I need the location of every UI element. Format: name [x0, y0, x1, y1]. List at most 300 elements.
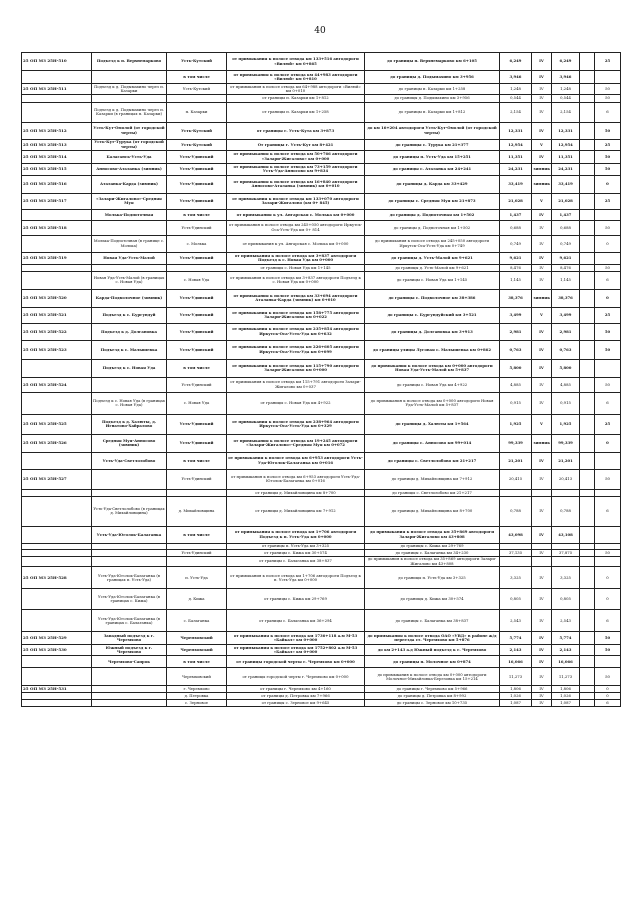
district-cell: Усть-Удинский [167, 220, 227, 235]
end-point-cell: до границы д. Долгановка км 3+913 [365, 323, 500, 340]
length-local-cell [580, 700, 595, 707]
length-cell [500, 489, 532, 496]
table-row [22, 700, 621, 707]
district-cell: в том числе [167, 452, 227, 469]
speed-cell: 50 [595, 632, 621, 645]
length-cell: 99,339 [500, 434, 532, 452]
length-regional-cell: 0,544 [552, 94, 580, 102]
table-row [22, 632, 621, 645]
road-name-cell: Подъезд к д. Долгановка [92, 323, 167, 340]
district-cell: Усть-Кутский [167, 53, 227, 71]
speed-cell [595, 556, 621, 567]
length-regional-cell: 1,437 [552, 209, 580, 220]
end-point-cell: до границы д. Халюты км 1+564 [365, 414, 500, 434]
length-regional-cell: 9,621 [552, 252, 580, 264]
speed-cell: 50 [595, 163, 621, 175]
road-id-cell [22, 102, 92, 122]
length-local-cell [580, 392, 595, 414]
end-point-cell: до границы с. Светлолобово км 21+217 [365, 489, 500, 496]
speed-cell: 50 [595, 122, 621, 139]
length-cell: 5,774 [500, 632, 532, 645]
end-point-cell: до границы с. Турука км 21+377 [365, 139, 500, 150]
length-regional-cell: 21,201 [552, 452, 580, 469]
road-id-cell: 25 ОП МЗ 25Н-511 [22, 84, 92, 95]
end-point-cell: до границы с. Кижа км 29+769 [365, 543, 500, 549]
district-cell [167, 264, 227, 271]
length-local-cell [580, 489, 595, 496]
category-cell: зимник [532, 175, 552, 193]
length-regional-cell: 43,108 [552, 526, 580, 543]
start-point-cell: от границы с. Новая Уда км 1+145 [227, 264, 365, 271]
end-point-cell: до границы с. Светлолобово км 21+217 [365, 452, 500, 469]
length-regional-cell [552, 556, 580, 567]
start-point-cell: от границы с. Кижа км 29+769 [227, 589, 365, 610]
length-cell: 0,544 [500, 94, 532, 102]
speed-cell: 50 [595, 323, 621, 340]
category-cell: IV [532, 550, 552, 556]
end-point-cell: до границы д. Михайловщина км 7+912 [365, 469, 500, 489]
road-name-cell: Усть-Уда-Юголок-Балаганка (в границах с. Кижа) [92, 589, 167, 610]
start-point-cell: от примыкания к полосе отвода км 1+706 автодороги Подъезд к п. Усть-Уда км 0+000 [227, 567, 365, 589]
road-id-cell: 25 ОП МЗ 25Н-519 [22, 252, 92, 264]
road-id-cell [22, 392, 92, 414]
length-cell: 21,201 [500, 452, 532, 469]
speed-cell: 0 [595, 235, 621, 252]
road-name-cell: Усть-Уда-Светлолобово (в границах д. Михайловщина) [92, 496, 167, 526]
length-regional-cell: 33,419 [552, 175, 580, 193]
length-regional-cell: 21,028 [552, 193, 580, 209]
length-regional-cell: 5,800 [552, 359, 580, 377]
speed-cell: 0 [595, 686, 621, 693]
road-name-cell: «Залари-Жигалово»-Средняя Муя [92, 193, 167, 209]
length-local-cell [580, 150, 595, 163]
length-regional-cell: 37,875 [552, 550, 580, 556]
length-cell: 1,145 [500, 271, 532, 289]
category-cell: IV [532, 567, 552, 589]
length-cell: 38,376 [500, 289, 532, 307]
road-name-cell [92, 668, 167, 686]
category-cell: IV [532, 589, 552, 610]
start-point-cell: от примыкания к полосе отвода км 226+605 автодороги Иркутск-Оса-Усть-Уда км 0+099 [227, 340, 365, 359]
length-regional-cell: 2,143 [552, 645, 580, 656]
length-local-cell [580, 693, 595, 700]
start-point-cell: от границы д. Михайловщина км 8+700 [227, 489, 365, 496]
length-regional-cell: 38,376 [552, 289, 580, 307]
road-name-cell: Аталанка-Карда (зимник) [92, 175, 167, 193]
category-cell: зимник [532, 434, 552, 452]
district-cell: Черемховский [167, 632, 227, 645]
table-row [22, 469, 621, 489]
end-point-cell: до границы с. Средняя Муя км 21+873 [365, 193, 500, 209]
table-row [22, 53, 621, 71]
length-local-cell [580, 632, 595, 645]
length-cell: 1,925 [500, 414, 532, 434]
length-cell: 0,763 [500, 340, 532, 359]
category-cell: V [532, 193, 552, 209]
length-local-cell [580, 220, 595, 235]
length-local-cell [580, 193, 595, 209]
road-id-cell [22, 656, 92, 668]
length-local-cell [580, 496, 595, 526]
road-name-cell: Анносово-Аталанка (зимник) [92, 163, 167, 175]
road-name-cell: Подъезд к с. Новая Уда (в границах с. Новая Уда) [92, 392, 167, 414]
length-cell: 0,688 [500, 220, 532, 235]
length-regional-cell: 1,806 [552, 686, 580, 693]
length-regional-cell: 3,499 [552, 307, 580, 323]
district-cell: в том числе [167, 359, 227, 377]
length-cell: 5,800 [500, 359, 532, 377]
start-point-cell: от границы п. Казарки км 1+812 [227, 94, 365, 102]
length-regional-cell: 1,026 [552, 693, 580, 700]
road-name-cell: Усть-Уда-Юголок-Балаганка (в границах с. Балаганка) [92, 610, 167, 632]
district-cell: с. Зерновое [167, 700, 227, 707]
start-point-cell: от примыкания к полосе отвода км 3+837 автодороги Подъезд к с. Новая Уда км 0+000 [227, 252, 365, 264]
speed-cell: 0 [595, 589, 621, 610]
length-cell: 3,499 [500, 307, 532, 323]
end-point-cell: до границы п. Казарки км 1+812 [365, 102, 500, 122]
start-point-cell: От границы г. Усть-Кут км 8+421 [227, 139, 365, 150]
length-local-cell [580, 289, 595, 307]
speed-cell: 6 [595, 392, 621, 414]
length-local-cell [580, 377, 595, 392]
length-cell: 20,415 [500, 469, 532, 489]
length-cell: 0,805 [500, 589, 532, 610]
end-point-cell: до границы д. Усть-Малой км 9+621 [365, 264, 500, 271]
length-local-cell [580, 209, 595, 220]
district-cell: Усть-Удинский [167, 289, 227, 307]
end-point-cell: до примыкания к полосе отвода км 0+000 автодороги Новая Уда-Усть-Малой км 5+837 [365, 392, 500, 414]
district-cell: в том числе [167, 526, 227, 543]
length-cell: 2,154 [500, 102, 532, 122]
road-id-cell [22, 526, 92, 543]
road-name-cell [92, 686, 167, 693]
length-local-cell [580, 94, 595, 102]
length-cell: 24,231 [500, 163, 532, 175]
start-point-cell: от примыкания к полосе отвода км 133+516 автодороги «Вилюй» км 0+865 [227, 53, 365, 71]
length-regional-cell: 0,763 [552, 340, 580, 359]
end-point-cell: до границы п. Молочное км 0+874 [365, 656, 500, 668]
table-row [22, 235, 621, 252]
speed-cell [595, 656, 621, 668]
page-number: 40 [314, 26, 326, 36]
district-cell [167, 94, 227, 102]
length-regional-cell: 0,688 [552, 220, 580, 235]
length-regional-cell: 1,925 [552, 414, 580, 434]
district-cell [167, 556, 227, 567]
speed-cell: 0 [595, 693, 621, 700]
table-row [22, 94, 621, 102]
length-regional-cell: 2,543 [552, 610, 580, 632]
length-regional-cell: 99,339 [552, 434, 580, 452]
start-point-cell: от примыкания к полосе отвода км 238+964 автодороги Иркутск-Оса-Усть-Уда км 0+329 [227, 414, 365, 434]
length-regional-cell: 12,954 [552, 139, 580, 150]
length-regional-cell: 20,413 [552, 469, 580, 489]
end-point-cell: до границы с. Балаганка км 34+230 [365, 550, 500, 556]
road-name-cell [92, 220, 167, 235]
road-id-cell: 25 ОП МЗ 25Н-515 [22, 163, 92, 175]
start-point-cell: от примыкания к полосе отвода км 115+790 автодороги Залари-Жигалово км 0+000 [227, 359, 365, 377]
road-name-cell: Подъезд к п. Верхнемарково [92, 53, 167, 71]
start-point-cell: от примыкания к полосе отвода км 158+775 автодороги Залари-Жигалово км 0+022 [227, 307, 365, 323]
table-row [22, 610, 621, 632]
road-id-cell: 25 ОП МЗ 25Н-520 [22, 289, 92, 307]
road-name-cell [92, 700, 167, 707]
end-point-cell: до границы с. Бургундуйский км 3+521 [365, 307, 500, 323]
table-row [22, 414, 621, 434]
length-cell: 0,915 [500, 392, 532, 414]
length-local-cell [580, 122, 595, 139]
length-cell: 3,946 [500, 71, 532, 84]
speed-cell: 50 [595, 377, 621, 392]
speed-cell: 50 [595, 264, 621, 271]
road-name-cell [92, 377, 167, 392]
start-point-cell: от границы с. Новая Уда км 4+922 [227, 392, 365, 414]
category-cell: IV [532, 252, 552, 264]
table-row [22, 163, 621, 175]
category-cell: IV [532, 645, 552, 656]
start-point-cell: от границы г. Усть-Кута км 3+873 [227, 122, 365, 139]
road-name-cell: Усть-Кут-Омолой (от городской черты) [92, 122, 167, 139]
length-cell: 2,981 [500, 323, 532, 340]
start-point-cell: от примыкания к ул. Ангарская с. Молька км 0+000 [227, 209, 365, 220]
road-name-cell: Подъезд к д. Подымахино через п. Казарки [92, 84, 167, 95]
road-id-cell [22, 700, 92, 707]
district-cell: Усть-Кутский [167, 122, 227, 139]
length-cell: 1,087 [500, 700, 532, 707]
road-name-cell: Подъезд к с. Малышевка [92, 340, 167, 359]
end-point-cell: до км 16+204 автодороги Усть-Кут-Омолой (от городской черты) [365, 122, 500, 139]
length-regional-cell: 16,066 [552, 656, 580, 668]
category-cell: IV [532, 264, 552, 271]
length-cell: 21,028 [500, 193, 532, 209]
district-cell: Усть-Удинский [167, 377, 227, 392]
road-name-cell: Подъезд к с. Новая Уда [92, 359, 167, 377]
start-point-cell: от примыкания к полосе отвода км 73+159 автодороги Усть-Уда-Анносово км 9+834 [227, 163, 365, 175]
length-cell: 4,885 [500, 377, 532, 392]
length-regional-cell: 11,351 [552, 150, 580, 163]
end-point-cell: до границы д. Карда км 33+429 [365, 175, 500, 193]
length-regional-cell: 0,788 [552, 496, 580, 526]
start-point-cell: от примыкания к полосе отвода км 1752+802 а.м М-53 «Байкал» км 0+000 [227, 645, 365, 656]
road-name-cell: Усть-Уда-Юголок-Балаганка [92, 526, 167, 543]
district-cell: в том числе [167, 656, 227, 668]
length-local-cell [580, 264, 595, 271]
length-local-cell [580, 686, 595, 693]
table-row [22, 271, 621, 289]
district-cell [167, 489, 227, 496]
table-row [22, 489, 621, 496]
length-cell: 11,273 [500, 668, 532, 686]
district-cell: д. Петровка [167, 693, 227, 700]
end-point-cell: до границы д. Подымахино км 3+956 [365, 71, 500, 84]
length-cell: 0,749 [500, 235, 532, 252]
length-regional-cell: 0,749 [552, 235, 580, 252]
road-name-cell [92, 71, 167, 84]
road-name-cell: Усть-Кут-Турука (от городской черты) [92, 139, 167, 150]
category-cell: IV [532, 700, 552, 707]
road-id-cell [22, 264, 92, 271]
end-point-cell: до примыкания к полосе отвода км 35+869 автодороги Залари-Жигалово км 43+808 [365, 556, 500, 567]
road-id-cell [22, 94, 92, 102]
district-cell: Усть-Удинский [167, 150, 227, 163]
category-cell: IV [532, 496, 552, 526]
district-cell: Усть-Удинский [167, 414, 227, 434]
road-id-cell: 25 ОП МЗ 25Н-525 [22, 414, 92, 434]
end-point-cell: до границы д. Михайловщина км 8+700 [365, 496, 500, 526]
table-row [22, 102, 621, 122]
speed-cell: 0 [595, 289, 621, 307]
road-name-cell: Подъезд к д. Халюты, д. Игнатово-Хайралово [92, 414, 167, 434]
district-cell: с. Молька [167, 235, 227, 252]
speed-cell: 0 [595, 175, 621, 193]
end-point-cell: до границы д. Петровка км 8+992 [365, 693, 500, 700]
district-cell: Усть-Удинский [167, 252, 227, 264]
start-point-cell: от границы с. Балаганка км 38+837 [227, 556, 365, 567]
start-point-cell: от примыкания к полосе отвода км 235+854 автодороги Иркутск-Оса-Усть-Уда км 0+632 [227, 323, 365, 340]
speed-cell: 6 [595, 700, 621, 707]
table-row [22, 252, 621, 264]
district-cell: Усть-Удинский [167, 469, 227, 489]
table-row [22, 264, 621, 271]
length-regional-cell: 3,946 [552, 71, 580, 84]
road-name-cell: Усть-Уда-Светлолобово [92, 452, 167, 469]
road-name-cell: Молька-Подпоточная (в границе с. Молька) [92, 235, 167, 252]
length-local-cell [580, 71, 595, 84]
end-point-cell: до границы д. Подымахино км 3+956 [365, 94, 500, 102]
table-row [22, 377, 621, 392]
end-point-cell: до примыкания к полосе отвода км 0+000 автодороги Молочное-Михайловка-Березовка км 15+214 [365, 668, 500, 686]
road-name-cell [92, 489, 167, 496]
district-cell: Усть-Удинский [167, 434, 227, 452]
speed-cell [595, 526, 621, 543]
district-cell: п. Усть-Уда [167, 567, 227, 589]
table-row [22, 359, 621, 377]
category-cell [532, 489, 552, 496]
road-id-cell: 25 ОП МЗ 25Н-524 [22, 377, 92, 392]
length-local-cell [580, 567, 595, 589]
speed-cell: 50 [595, 469, 621, 489]
speed-cell: 50 [595, 668, 621, 686]
category-cell: IV [532, 53, 552, 71]
end-point-cell: до границы п. Усть-Уда км 3+325 [365, 567, 500, 589]
road-name-cell: Западный подъезд к г. Черемхово [92, 632, 167, 645]
end-point-cell: до границы с. Подволочное км 38+386 [365, 289, 500, 307]
start-point-cell: от границы с. Зерновое км 9+645 [227, 700, 365, 707]
end-point-cell: до примыкания к полосе отвода ОАО «УВД» в районе ж/д переезда ст. Черемхово км 5+876 [365, 632, 500, 645]
length-cell: 33,419 [500, 175, 532, 193]
road-name-cell: Новая Уда-Усть-Малой (в границах с. Новая Уда) [92, 271, 167, 289]
road-id-cell [22, 496, 92, 526]
district-cell: Усть-Удинский [167, 307, 227, 323]
length-regional-cell: 24,231 [552, 163, 580, 175]
category-cell: IV [532, 392, 552, 414]
length-local-cell [580, 139, 595, 150]
end-point-cell: до примыкания к полосе отвода км 35+869 автодороги Залари-Жигалово км 43+808 [365, 526, 500, 543]
district-cell: п. Казарки [167, 102, 227, 122]
length-cell: 11,351 [500, 150, 532, 163]
length-regional-cell: 4,885 [552, 377, 580, 392]
district-cell: д. Михайловщина [167, 496, 227, 526]
length-cell: 0,788 [500, 496, 532, 526]
road-name-cell: Средняя Муя-Анносово (зимник) [92, 434, 167, 452]
district-cell: Усть-Кутский [167, 139, 227, 150]
table-row [22, 139, 621, 150]
road-id-cell: 25 ОП МЗ 25Н-527 [22, 469, 92, 489]
start-point-cell: от границы городской черты г. Черемхово км 0+000 [227, 668, 365, 686]
road-name-cell [92, 264, 167, 271]
road-id-cell [22, 271, 92, 289]
district-cell: Усть-Удинский [167, 323, 227, 340]
road-id-cell [22, 235, 92, 252]
category-cell: IV [532, 122, 552, 139]
length-cell: 2,543 [500, 610, 532, 632]
road-name-cell: Балаганск-Усть-Уда [92, 150, 167, 163]
length-cell: 1,806 [500, 686, 532, 693]
start-point-cell: от примыкания к полосе отвода км 44+983 автодороги «Вилюй» км 0+810 [227, 71, 365, 84]
length-cell: 12,954 [500, 139, 532, 150]
category-cell: IV [532, 220, 552, 235]
length-regional-cell: 1,248 [552, 84, 580, 95]
category-cell: IV [532, 102, 552, 122]
length-local-cell [580, 252, 595, 264]
category-cell: IV [532, 150, 552, 163]
start-point-cell: от примыкания к полосе отвода км 50+766 автодороги «Залари-Жигалово» км 0+000 [227, 150, 365, 163]
start-point-cell: от границы д. Петровка км 7+966 [227, 693, 365, 700]
category-cell: IV [532, 452, 552, 469]
end-point-cell: до границы улицы Луговая с. Малышевка км 0+862 [365, 340, 500, 359]
end-point-cell: до границы д. Подпоточная км 1+502 [365, 209, 500, 220]
road-id-cell: 25 ОП МЗ 25Н-521 [22, 307, 92, 323]
category-cell [532, 556, 552, 567]
road-name-cell: Карда-Подволочное (зимник) [92, 289, 167, 307]
table-row [22, 668, 621, 686]
length-cell: 1,248 [500, 84, 532, 95]
category-cell: IV [532, 656, 552, 668]
road-id-cell [22, 452, 92, 469]
length-local-cell [580, 434, 595, 452]
road-id-cell: 25 ОП МЗ 25Н-528 [22, 567, 92, 589]
speed-cell: 25 [595, 414, 621, 434]
start-point-cell: от границы д. Михайловщина км 7+912 [227, 496, 365, 526]
length-regional-cell: 1,087 [552, 700, 580, 707]
length-local-cell [580, 307, 595, 323]
length-local-cell [580, 163, 595, 175]
district-cell: Усть-Удинский [167, 163, 227, 175]
category-cell: V [532, 414, 552, 434]
end-point-cell: до границы с. Зерновое км 10+735 [365, 700, 500, 707]
length-regional-cell: 2,981 [552, 323, 580, 340]
speed-cell: 50 [595, 94, 621, 102]
road-id-cell [22, 71, 92, 84]
table-row [22, 307, 621, 323]
length-cell: 1,437 [500, 209, 532, 220]
road-id-cell: 25 ОП МЗ 25Н-518 [22, 220, 92, 235]
category-cell: IV [532, 94, 552, 102]
speed-cell [595, 71, 621, 84]
district-cell: в том числе [167, 209, 227, 220]
category-cell: IV [532, 71, 552, 84]
district-cell: Усть-Кутский [167, 84, 227, 95]
district-cell: в том числе [167, 71, 227, 84]
table-row [22, 589, 621, 610]
end-point-cell: до границы п. Верхнемарково км 6+105 [365, 53, 500, 71]
start-point-cell: от границы с. Кижа км 30+574 [227, 550, 365, 556]
length-regional-cell: 12,331 [552, 122, 580, 139]
table-row [22, 693, 621, 700]
district-cell: д. Кижа [167, 589, 227, 610]
road-id-cell [22, 668, 92, 686]
speed-cell: 0 [595, 434, 621, 452]
